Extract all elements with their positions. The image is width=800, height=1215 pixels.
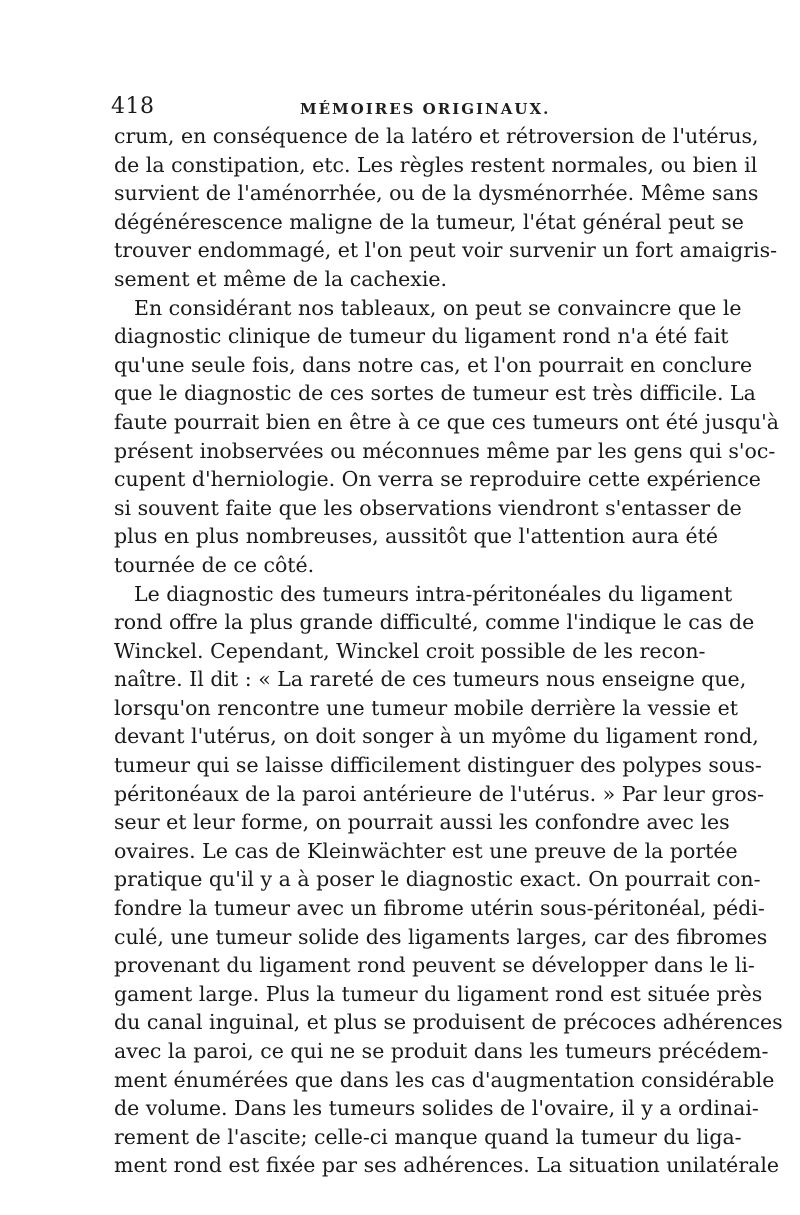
paragraph-start-line: Le diagnostic des tumeurs intra-péritonéales du ligament [134, 581, 733, 606]
text-line: de volume. Dans les tumeurs solides de l'ovaire, il y a ordinai- [114, 1096, 759, 1121]
text-line: naître. Il dit : « La rareté de ces tumeurs nous enseigne que, [114, 667, 747, 692]
text-line: devant l'utérus, on doit songer à un myôme du ligament rond, [114, 724, 759, 749]
text-line: présent inobservées ou méconnues même par les gens qui s'oc- [114, 438, 776, 463]
text-line: fondre la tumeur avec un fibrome utérin sous-péritonéal, pédi- [114, 896, 765, 921]
text-line: lorsqu'on rencontre une tumeur mobile derrière la vessie et [114, 695, 738, 720]
text-line: si souvent faite que les observations viendront s'entasser de [114, 495, 742, 520]
text-line: trouver endommagé, et l'on peut voir survenir un fort amaigris- [114, 238, 778, 263]
text-line: ment énumérées que dans les cas d'augmentation considérable [114, 1067, 775, 1092]
running-title: MÉMOIRES ORIGINAUX. [300, 100, 551, 118]
paragraph-end-line: sement et même de la cachexie. [114, 266, 448, 291]
text-line: rond offre la plus grande difficulté, comme l'indique le cas de [114, 610, 755, 635]
text-line: avec la paroi, ce qui ne se produit dans les tumeurs précédem- [114, 1039, 769, 1063]
text-line: de la constipation, etc. Les règles restent normales, ou bien il [114, 152, 758, 177]
text-line: du canal inguinal, et plus se produisent de précoces adhérences [114, 1010, 783, 1035]
text-line: que le diagnostic de ces sortes de tumeur est très difficile. La [114, 381, 756, 406]
body-text [114, 122, 783, 1180]
text-line: qu'une seule fois, dans notre cas, et l'on pourrait en conclure [114, 352, 753, 377]
paragraph-start-line: En considérant nos tableaux, on peut se convaincre que le [134, 295, 742, 320]
text-line: Winckel. Cependant, Winckel croit possible de les recon- [114, 638, 706, 663]
page-number: 418 [111, 94, 155, 119]
text-line: provenant du ligament rond peuvent se développer dans le li- [114, 953, 755, 978]
text-line: ment rond est fixée par ses adhérences. La situation unilatérale [114, 1153, 780, 1178]
text-line: tumeur qui se laisse difficilement distinguer des polypes sous- [114, 753, 762, 778]
text-line: pratique qu'il y a à poser le diagnostic exact. On pourrait con- [114, 867, 761, 892]
text-line: seur et leur forme, on pourrait aussi les confondre avec les [114, 810, 730, 835]
running-head [111, 94, 685, 124]
text-line: gament large. Plus la tumeur du ligament rond est située près [114, 981, 763, 1006]
paragraph-end-line: tournée de ce côté. [114, 552, 315, 577]
text-line: cupent d'herniologie. On verra se reproduire cette expérience [114, 467, 761, 492]
text-line: rement de l'ascite; celle-ci manque quand la tumeur du liga- [114, 1124, 742, 1149]
text-line: péritonéaux de la paroi antérieure de l'utérus. » Par leur gros- [114, 781, 765, 806]
text-line: dégénérescence maligne de la tumeur, l'état général peut se [114, 209, 744, 234]
text-line: faute pourrait bien en être à ce que ces tumeurs ont été jusqu'à [114, 409, 780, 434]
text-line: plus en plus nombreuses, aussitôt que l'attention aura été [114, 524, 719, 549]
text-line: diagnostic clinique de tumeur du ligament rond n'a été fait [114, 324, 729, 349]
text-line: culé, une tumeur solide des ligaments larges, car des fibromes [114, 924, 768, 949]
text-line: survient de l'aménorrhée, ou de la dysménorrhée. Même sans [114, 181, 759, 206]
text-line: ovaires. Le cas de Kleinwächter est une preuve de la portée [114, 838, 738, 863]
text-line: crum, en conséquence de la latéro et rétroversion de l'utérus, [114, 124, 759, 148]
